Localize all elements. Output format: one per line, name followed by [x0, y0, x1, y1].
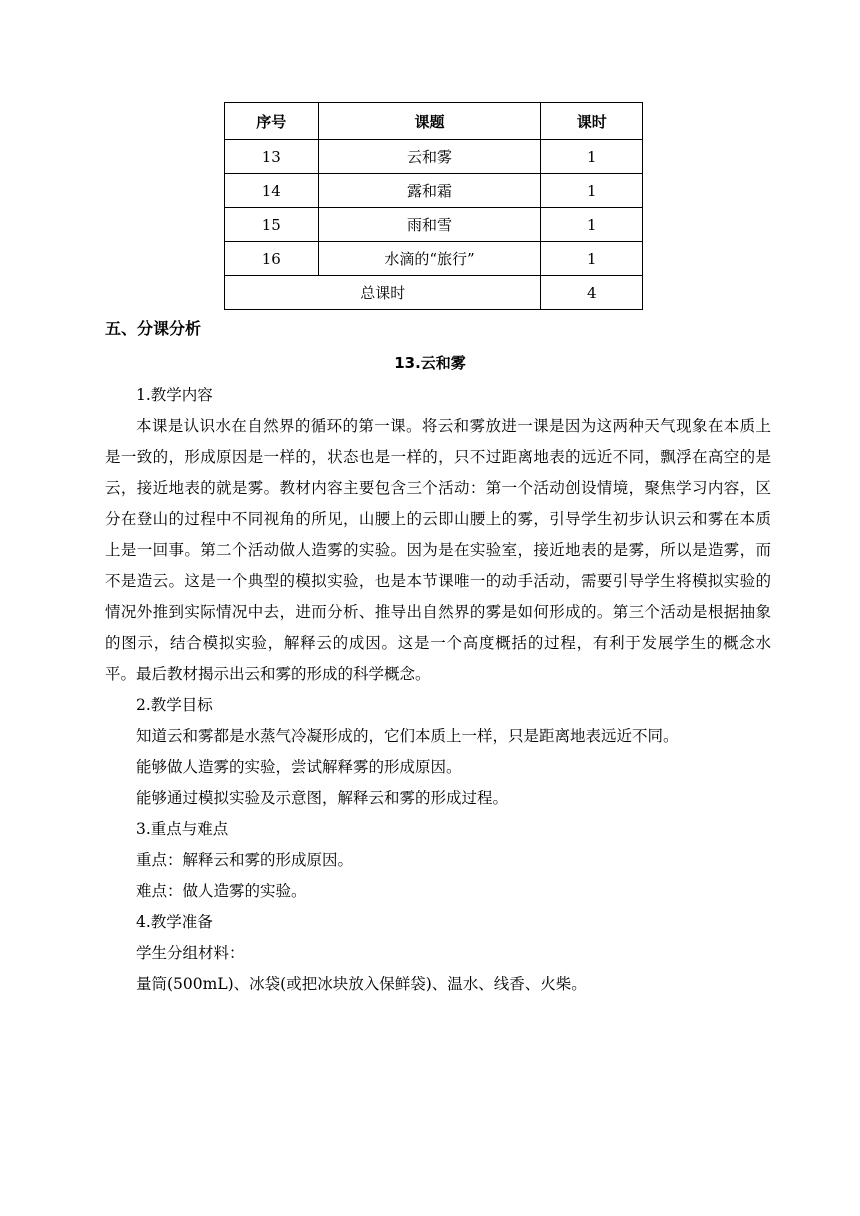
table-row: [225, 140, 643, 174]
paragraph-teaching-content: 本课是认识水在自然界的循环的第一课。将云和雾放进一课是因为这两种天气现象在本质上是一致的，形成原因是一样的，状态也是一样的，只不过距离地表的远近不同，飘浮在高空的是云，接近地表的就是雾。教材内容主要包含三个活动：第一个活动创设情境，聚焦学习内容，区分在登山的过程中不同视角的所见，山腰上的云即山腰上的雾，引导学生初步认识云和雾在本质上是一回事。第二个活动做人造雾的实验。因为是在实验室，接近地表的是雾，所以是造雾，而不是造云。这是一个典型的模拟实验，也是本节课唯一的动手活动，需要引导学生将模拟实验的情况外推到实际情况中去，进而分析、推导出自然界的雾是如何形成的。第三个活动是根据抽象的图示，结合模拟实验，解释云的成因。这是一个高度概括的过程，有利于发展学生的概念水平。最后教材揭示出云和雾的形成的科学概念。: [105, 417, 771, 683]
table-row: [225, 174, 643, 208]
lesson-title: 13.云和雾: [394, 354, 466, 372]
cell-number: 16: [225, 242, 319, 276]
cell-number: 13: [225, 140, 319, 174]
cell-hours: 1: [541, 140, 643, 174]
heading-teaching-goals: 2.教学目标: [136, 696, 213, 714]
lesson-schedule-table: [224, 102, 643, 310]
table-total-row: [225, 276, 643, 310]
header-topic: 课题: [318, 103, 541, 140]
cell-topic: 云和雾: [318, 140, 541, 174]
total-label: 总课时: [225, 276, 541, 310]
cell-number: 15: [225, 208, 319, 242]
goal-item: 能够做人造雾的实验，尝试解释雾的形成原因。: [136, 758, 462, 776]
table-header-row: [225, 103, 643, 140]
header-number: 序号: [225, 103, 319, 140]
total-value: 4: [541, 276, 643, 310]
heading-preparation: 4.教学准备: [136, 913, 213, 931]
goal-item: 知道云和雾都是水蒸气冷凝形成的，它们本质上一样，只是距离地表远近不同。: [136, 727, 679, 745]
difficult-point: 难点：做人造雾的实验。: [136, 882, 307, 900]
materials-list: 量筒(500mL)、冰袋(或把冰块放入保鲜袋)、温水、线香、火柴。: [136, 975, 587, 993]
header-hours: 课时: [541, 103, 643, 140]
goal-item: 能够通过模拟实验及示意图，解释云和雾的形成过程。: [136, 789, 509, 807]
materials-label: 学生分组材料：: [136, 944, 245, 962]
section-title: 五、分课分析: [105, 319, 202, 338]
cell-hours: 1: [541, 208, 643, 242]
cell-hours: 1: [541, 242, 643, 276]
lesson-body: [105, 380, 771, 1000]
heading-teaching-content: 1.教学内容: [136, 386, 213, 404]
heading-key-points: 3.重点与难点: [136, 820, 229, 838]
table-row: [225, 208, 643, 242]
table-row: [225, 242, 643, 276]
cell-topic: 雨和雪: [318, 208, 541, 242]
cell-topic: 水滴的“旅行”: [318, 242, 541, 276]
cell-topic: 露和霜: [318, 174, 541, 208]
cell-number: 14: [225, 174, 319, 208]
cell-hours: 1: [541, 174, 643, 208]
key-point: 重点：解释云和雾的形成原因。: [136, 851, 354, 869]
